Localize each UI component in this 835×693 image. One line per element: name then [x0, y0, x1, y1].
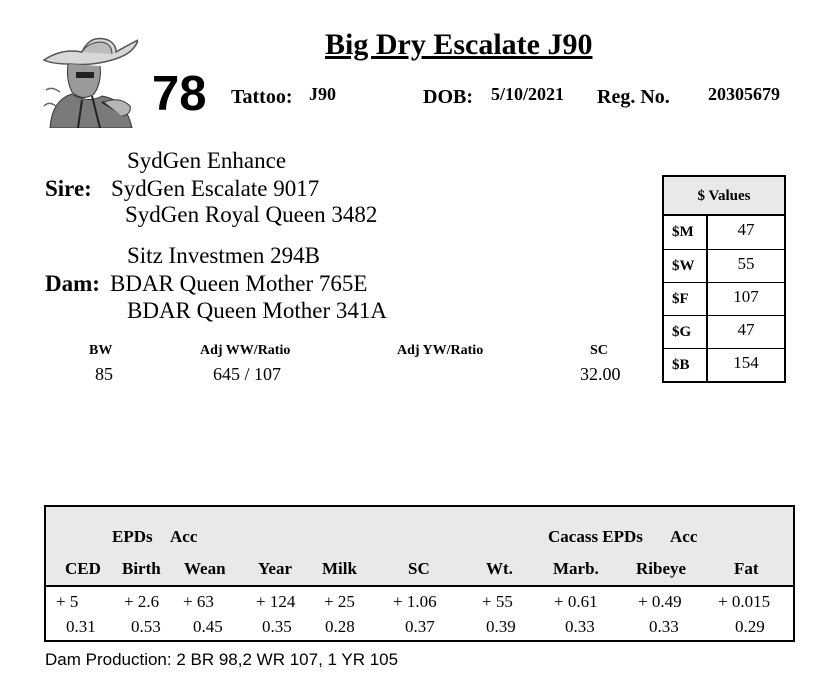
- dollar-row: [664, 348, 784, 381]
- sire-label: Sire:: [45, 176, 92, 201]
- epd-value: + 55: [482, 592, 513, 611]
- dam-dam: BDAR Queen Mother 341A: [127, 298, 387, 323]
- epd-accuracy: 0.33: [565, 617, 595, 636]
- carcass-group-label: Cacass EPDs: [548, 527, 643, 546]
- dollar-row-label: $F: [664, 283, 708, 315]
- ww-value: 645 / 107: [213, 364, 282, 384]
- epd-value: + 124: [256, 592, 296, 611]
- sc-value: 32.00: [580, 364, 621, 384]
- epd-col-header: Ribeye: [636, 559, 687, 578]
- dollar-row: [664, 282, 784, 315]
- epd-accuracy: 0.28: [325, 617, 355, 636]
- dob-value: 5/10/2021: [491, 84, 565, 104]
- sire-dam: SydGen Royal Queen 3482: [125, 202, 378, 227]
- epd-col-header: Marb.: [553, 559, 599, 578]
- epd-col-header: Wt.: [486, 559, 513, 578]
- dollar-row-label: $W: [664, 250, 708, 282]
- epd-col-header: Birth: [122, 559, 161, 578]
- sire-name: SydGen Escalate 9017: [111, 176, 320, 201]
- epd-value: + 1.06: [393, 592, 437, 611]
- epd-accuracy: 0.53: [131, 617, 161, 636]
- animal-name: Big Dry Escalate J90: [325, 28, 593, 61]
- dollar-row: [664, 216, 784, 249]
- bw-label: BW: [89, 343, 113, 358]
- epd-table: [44, 505, 795, 642]
- epd-col-header: Milk: [322, 559, 357, 578]
- dam-name: BDAR Queen Mother 765E: [110, 271, 368, 296]
- epd-col-header: SC: [408, 559, 430, 578]
- dam-sire: Sitz Investmen 294B: [127, 243, 320, 268]
- sire-sire: SydGen Enhance: [127, 148, 287, 173]
- epd-value: + 63: [183, 592, 214, 611]
- dollar-values-title: $ Values: [664, 177, 784, 216]
- epd-col-header: CED: [65, 559, 101, 578]
- epd-value: + 2.6: [124, 592, 160, 611]
- epd-accuracy: 0.29: [735, 617, 765, 636]
- epd-value: + 0.61: [554, 592, 598, 611]
- cowboy-logo-icon: [42, 30, 138, 128]
- epd-value: + 5: [56, 592, 79, 611]
- reg-value: 20305679: [708, 84, 780, 104]
- dollar-row-label: $M: [664, 216, 708, 249]
- dollar-row-value: 47: [737, 320, 755, 339]
- dollar-values-box: [662, 175, 786, 383]
- ww-label: Adj WW/Ratio: [200, 343, 291, 358]
- sc-label: SC: [590, 343, 608, 358]
- tattoo-value: J90: [309, 84, 336, 104]
- dollar-row-value: 55: [737, 254, 755, 273]
- epd-value: + 0.015: [718, 592, 771, 611]
- epd-acc-label: Acc: [170, 527, 198, 546]
- dob-label: DOB:: [423, 86, 473, 108]
- dollar-row-label: $B: [664, 349, 708, 381]
- lot-number: 78: [152, 67, 207, 121]
- bw-value: 85: [95, 364, 113, 384]
- epd-accuracy: 0.39: [486, 617, 516, 636]
- epd-value: + 25: [324, 592, 355, 611]
- epd-col-header: Wean: [184, 559, 226, 578]
- reg-label: Reg. No.: [597, 86, 670, 108]
- dam-label: Dam:: [45, 271, 100, 296]
- dollar-row: [664, 249, 784, 282]
- yw-label: Adj YW/Ratio: [397, 343, 484, 358]
- tattoo-label: Tattoo:: [231, 86, 293, 108]
- dam-production: Dam Production: 2 BR 98,2 WR 107, 1 YR 105: [45, 650, 399, 669]
- carcass-acc-label: Acc: [670, 527, 698, 546]
- dollar-row-label: $G: [664, 316, 708, 348]
- epd-accuracy: 0.33: [649, 617, 679, 636]
- epd-accuracy: 0.45: [193, 617, 223, 636]
- epd-col-header: Year: [258, 559, 292, 578]
- epd-accuracy: 0.35: [262, 617, 292, 636]
- dollar-row-value: 47: [737, 220, 755, 239]
- epd-col-header: Fat: [734, 559, 759, 578]
- epd-accuracy: 0.37: [405, 617, 435, 636]
- dollar-row-value: 107: [733, 287, 759, 306]
- epd-group-label: EPDs: [112, 527, 153, 546]
- dollar-row-value: 154: [733, 353, 759, 372]
- dollar-row: [664, 315, 784, 348]
- epd-value: + 0.49: [638, 592, 682, 611]
- epd-accuracy: 0.31: [66, 617, 96, 636]
